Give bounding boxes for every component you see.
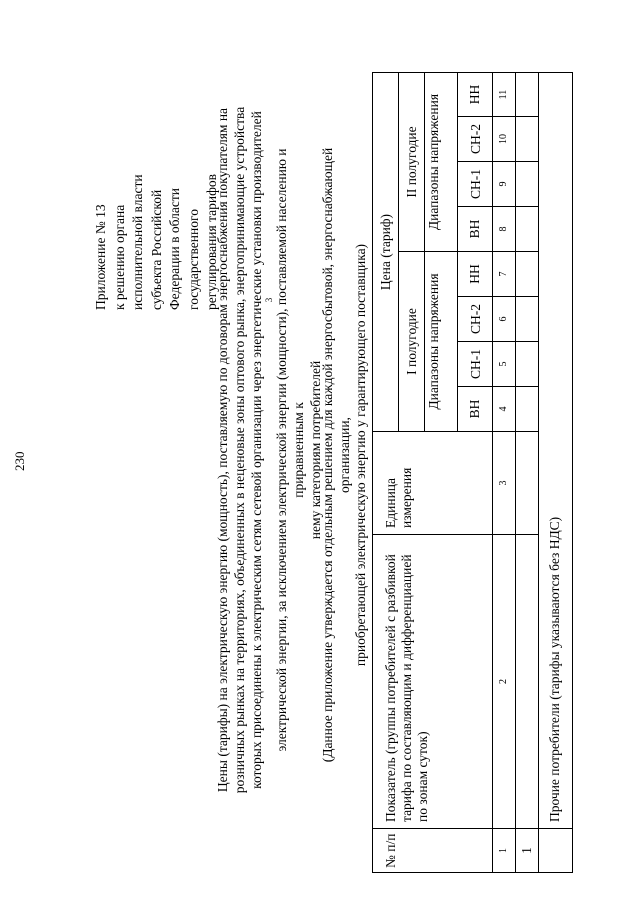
colnum-11: 11 [492,72,516,117]
row1-num: 1 [515,828,539,873]
tariff-table [372,22,632,873]
colnum-1: 1 [492,828,516,873]
voltage-sn2-2: СН-2 [457,116,493,162]
voltage-sn1-1: СН-1 [457,341,493,387]
appendix-line: к решению органа [111,204,127,310]
row1-cell [515,206,539,252]
appendix-line: исполнительной власти [130,174,145,310]
colnum-3: 3 [492,431,516,535]
section-row-num [538,828,573,873]
appendix-line: регулирования тарифов [204,173,219,310]
appendix-line: Приложение № 13 [93,204,108,310]
header-num: № п/п [372,828,493,873]
row1-cell [515,116,539,162]
subtitle-line: (Данное приложение утверждается отдельным решением для каждой энергосбытовой, энергоснабжающей организации, [320,147,352,763]
voltage-vn-2: ВН [457,206,493,252]
voltage-sn1-2: СН-1 [457,161,493,207]
voltage-nn-1: НН [457,251,493,297]
colnum-9: 9 [492,161,516,207]
row1-cell [515,72,539,117]
appendix-header [92,110,222,310]
row1-indicator [515,534,539,829]
section-row-label: Прочие потребители (тарифы указываются без НДС) [538,72,573,829]
appendix-line: государственного [185,209,201,310]
title-line: которых присоединены к электрическим сетям сетевой организации через энергетические установки производителей [249,111,264,789]
colnum-7: 7 [492,251,516,297]
title-line: Цены (тарифы) на электрическую энергию (мощность), поставляемую по договорам энергоснабжения покупателям на [215,107,230,793]
colnum-4: 4 [492,386,516,432]
row1-unit [515,431,539,535]
colnum-8: 8 [492,206,516,252]
header-half-2: II полугодие [398,72,425,252]
footnote-reference: 3 [264,297,274,303]
subtitle-line: приобретающей электрическую энергию у гарантирующего поставщика) [353,243,368,667]
title-line: розничных рынках на территориях, объединенных в неценовые зоны оптового рынка, энергопринимающие устройства [232,106,247,794]
document-subtitle [320,125,370,785]
row1-cell [515,386,539,432]
header-price: Цена (тариф) [372,72,399,432]
header-indicator: Показатель (группы потребителей с разбивкой тарифа по составляющим и дифференциацией по зонам суток) [372,534,493,829]
colnum-5: 5 [492,341,516,387]
title-line: электрической энергии, за исключением электрической энергии (мощности), поставляемой населению и приравненным к [274,148,306,752]
document-title [214,105,324,795]
row1-cell [515,341,539,387]
colnum-6: 6 [492,296,516,342]
page-number: 230 [12,451,27,471]
voltage-nn-2: НН [457,72,493,117]
title-line: нему категориям потребителей [308,360,323,540]
header-unit: Единица измерения [372,431,493,535]
row1-cell [515,296,539,342]
header-half-1: I полугодие [398,251,425,432]
colnum-2: 2 [492,534,516,829]
header-voltage-ranges-1: Диапазоны напряжения [424,251,458,432]
voltage-sn2-1: СН-2 [457,296,493,342]
voltage-vn-1: ВН [457,386,493,432]
header-voltage-ranges-2: Диапазоны напряжения [424,72,458,252]
appendix-line: Федерации в области [167,187,182,310]
row1-cell [515,161,539,207]
row1-cell [515,251,539,297]
appendix-line: субъекта Российской [148,189,164,310]
colnum-10: 10 [492,116,516,162]
